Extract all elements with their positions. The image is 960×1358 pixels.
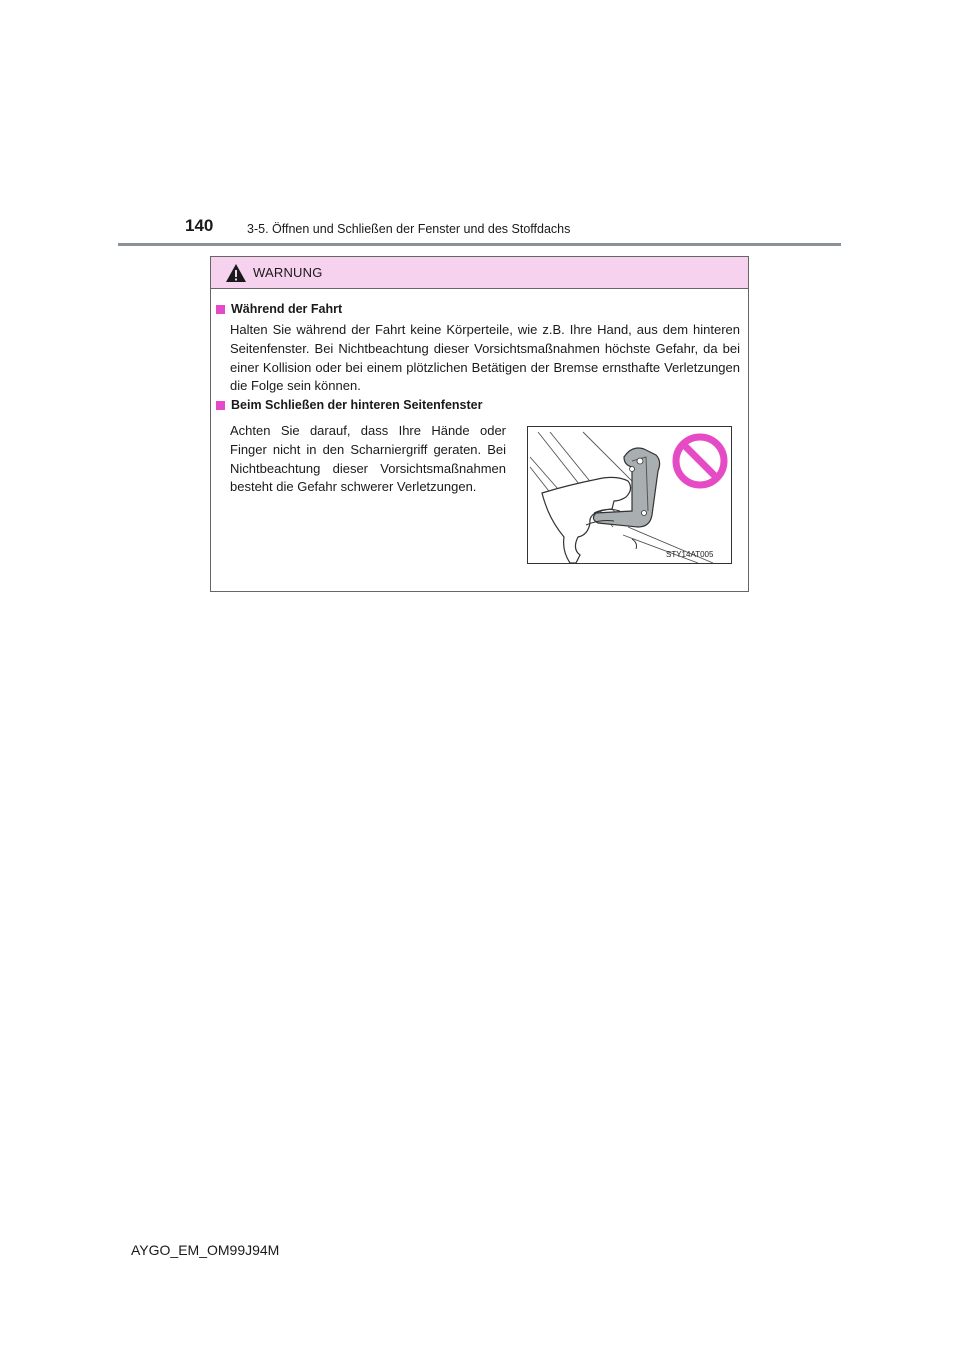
section-heading-text: Beim Schließen der hinteren Seitenfenster	[231, 398, 483, 412]
hand-on-handle-drawing	[528, 427, 731, 563]
section-text: Halten Sie während der Fahrt keine Körperteile, wie z.B. Ihre Hand, aus dem hinteren Seitenfenster. Bei Nichtbeachtung dieser Vorsichtsmaßnahmen höchste Gefahr, da bei einer Kollision oder bei einem plötzlichen Betätigen der Bremse ernsthafte Verletzungen die Folge sein können.	[230, 322, 740, 394]
footer-doc-code: AYGO_EM_OM99J94M	[131, 1242, 280, 1258]
header-rule	[118, 243, 841, 246]
warning-title: WARNUNG	[253, 265, 323, 280]
illustration-code: STY14AT005	[666, 550, 714, 559]
warning-triangle-icon	[225, 263, 247, 283]
section-heading	[216, 397, 482, 413]
section-heading	[216, 301, 342, 317]
warning-header	[211, 257, 748, 289]
section-heading-text: Während der Fahrt	[231, 302, 343, 316]
hinge-handle-illustration	[527, 426, 732, 564]
warning-box	[210, 256, 749, 592]
square-bullet-icon	[216, 401, 225, 410]
square-bullet-icon	[216, 305, 225, 314]
prohibition-icon	[676, 437, 724, 485]
section-title: 3-5. Öffnen und Schließen der Fenster und des Stoffdachs	[247, 222, 571, 236]
page-number: 140	[185, 216, 214, 235]
section-text: Achten Sie darauf, dass Ihre Hände oder Finger nicht in den Scharniergriff geraten. Bei Nichtbeachtung dieser Vorsichtsmaßnahmen besteht die Gefahr schwerer Verletzungen.	[230, 423, 506, 495]
